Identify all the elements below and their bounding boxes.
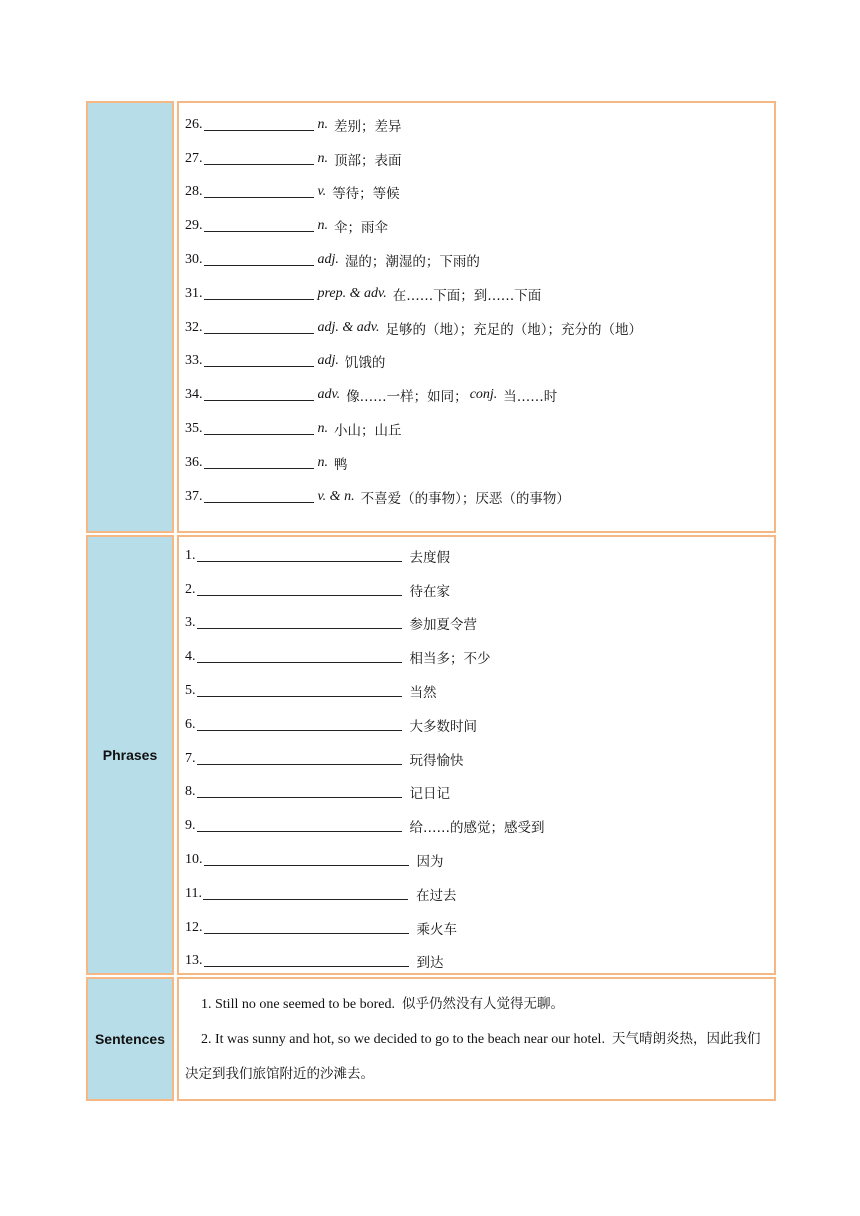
answer-blank[interactable] xyxy=(204,298,314,300)
answer-blank[interactable] xyxy=(204,129,314,131)
phrase-item: 11. 在过去 xyxy=(185,885,457,904)
answer-blank[interactable] xyxy=(204,399,314,401)
vocab-item: 36. n. 鸭 xyxy=(185,454,348,473)
phrase-item: 2. 待在家 xyxy=(185,581,450,600)
phrase-item: 7. 玩得愉快 xyxy=(185,750,464,769)
vocab-item: 29. n. 伞；雨伞 xyxy=(185,218,388,237)
answer-blank[interactable] xyxy=(203,898,408,900)
phrase-item: 4. 相当多；不少 xyxy=(185,649,491,668)
answer-blank[interactable] xyxy=(197,796,402,798)
answer-blank[interactable] xyxy=(204,163,314,165)
vocab-item: 32. adj. & adv. 足够的（地）；充足的（地）；充分的（地） xyxy=(185,319,642,338)
phrase-item: 6. 大多数时间 xyxy=(185,716,477,735)
sentence-item: 1. Still no one seemed to be bored. 似乎仍然没有人觉得无聊。 xyxy=(201,996,565,1012)
vocab-item: 34. adv. 像……一样；如同； conj. 当……时 xyxy=(185,387,558,406)
answer-blank[interactable] xyxy=(204,467,314,469)
vocab-item: 26. n. 差别；差异 xyxy=(185,116,402,135)
answer-blank[interactable] xyxy=(204,932,409,934)
phrase-item: 9. 给……的感觉；感受到 xyxy=(185,818,545,837)
answer-blank[interactable] xyxy=(204,864,409,866)
answer-blank[interactable] xyxy=(197,661,402,663)
answer-blank[interactable] xyxy=(204,230,314,232)
vocab-item: 30. adj. 湿的；潮湿的；下雨的 xyxy=(185,252,480,271)
answer-blank[interactable] xyxy=(197,729,402,731)
phrases-label: Phrases xyxy=(86,535,174,975)
answer-blank[interactable] xyxy=(204,433,314,435)
phrases-row xyxy=(86,535,776,975)
vocab-item: 35. n. 小山；山丘 xyxy=(185,421,402,440)
vocab-item: 28. v. 等待；等候 xyxy=(185,184,400,203)
answer-blank[interactable] xyxy=(197,594,402,596)
phrase-item: 12. 乘火车 xyxy=(185,919,457,938)
sentence-item: 2. It was sunny and hot, so we decided to go to the beach near our hotel. 天气晴朗炎热，因此我们决定到我们旅馆附近的沙滩去。 xyxy=(185,1031,761,1082)
answer-blank[interactable] xyxy=(197,695,402,697)
vocab-content xyxy=(177,101,776,533)
answer-blank[interactable] xyxy=(197,830,402,832)
sentences-content xyxy=(177,977,776,1101)
vocab-item: 31. prep. & adv. 在……下面；到……下面 xyxy=(185,285,542,304)
answer-blank[interactable] xyxy=(197,763,402,765)
answer-blank[interactable] xyxy=(204,965,409,967)
vocab-item: 33. adj. 饥饿的 xyxy=(185,353,386,372)
sentences-row xyxy=(86,977,776,1101)
vocab-item: 37. v. & n. 不喜爱（的事物）；厌恶（的事物） xyxy=(185,488,570,507)
phrase-item: 1. 去度假 xyxy=(185,547,450,566)
phrase-item: 10. 因为 xyxy=(185,852,444,871)
answer-blank[interactable] xyxy=(204,264,314,266)
answer-blank[interactable] xyxy=(204,365,314,367)
worksheet-table xyxy=(86,101,776,1101)
phrase-item: 5. 当然 xyxy=(185,683,437,702)
answer-blank[interactable] xyxy=(204,196,314,198)
answer-blank[interactable] xyxy=(197,560,402,562)
answer-blank[interactable] xyxy=(204,332,314,334)
vocab-item: 27. n. 顶部；表面 xyxy=(185,150,402,169)
answer-blank[interactable] xyxy=(204,501,314,503)
phrase-item: 13. 到达 xyxy=(185,953,444,972)
phrases-content xyxy=(177,535,776,975)
sentences-label: Sentences xyxy=(86,977,174,1101)
answer-blank[interactable] xyxy=(197,627,402,629)
vocab-row xyxy=(86,101,776,533)
phrase-item: 3. 参加夏令营 xyxy=(185,615,477,634)
phrase-item: 8. 记日记 xyxy=(185,784,450,803)
vocab-label-cell xyxy=(86,101,174,533)
